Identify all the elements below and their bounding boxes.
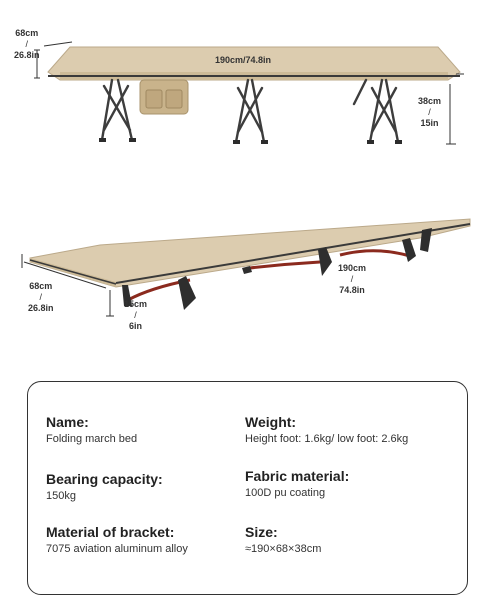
fabric-label: Fabric material: [245,468,350,484]
bearing-value: 150kg [46,490,76,502]
top-width-cm: 68cm [15,28,39,38]
top-length-label: 190cm/74.8in [215,55,272,65]
top-width-in: 26.8in [14,50,40,60]
top-height-cm: 38cm [418,96,442,106]
name-label: Name: [46,414,89,430]
bearing-label: Bearing capacity: [46,471,163,487]
size-value: ≈190×68×38cm [245,543,322,555]
top-width-label [14,28,40,61]
angle-width-in: 26.8in [28,303,54,313]
angle-length-cm: 190cm [338,263,367,273]
angle-width-cm: 68cm [29,281,53,291]
angle-height-cm: 15cm [124,299,148,309]
angle-width-label [28,281,54,314]
name-value: Folding march bed [46,433,138,445]
size-label: Size: [245,524,278,540]
bracket-label: Material of bracket: [46,524,175,540]
angle-length-slash: / [350,274,354,284]
cot-leg-2 [236,80,264,142]
angle-height-slash: / [134,310,137,320]
angle-height-label [124,299,147,332]
top-width-slash: / [25,39,29,49]
cot-leg-1 [102,80,132,140]
angle-length-label [338,263,366,296]
weight-value: Height foot: 1.6kg/ low foot: 2.6kg [245,433,409,445]
weight-label: Weight: [245,414,297,430]
bracket-value: 7075 aviation aluminum alloy [46,543,188,555]
cot-leg-3 [354,80,398,142]
top-height-label [418,96,441,129]
angle-length-in: 74.8in [339,285,365,295]
fabric-value: 100D pu coating [245,487,326,499]
angle-height-in: 6in [129,321,143,331]
top-height-slash: / [428,107,431,117]
low-cot-image [22,219,470,316]
top-height-in: 15in [420,118,439,128]
angle-width-slash: / [39,292,43,302]
